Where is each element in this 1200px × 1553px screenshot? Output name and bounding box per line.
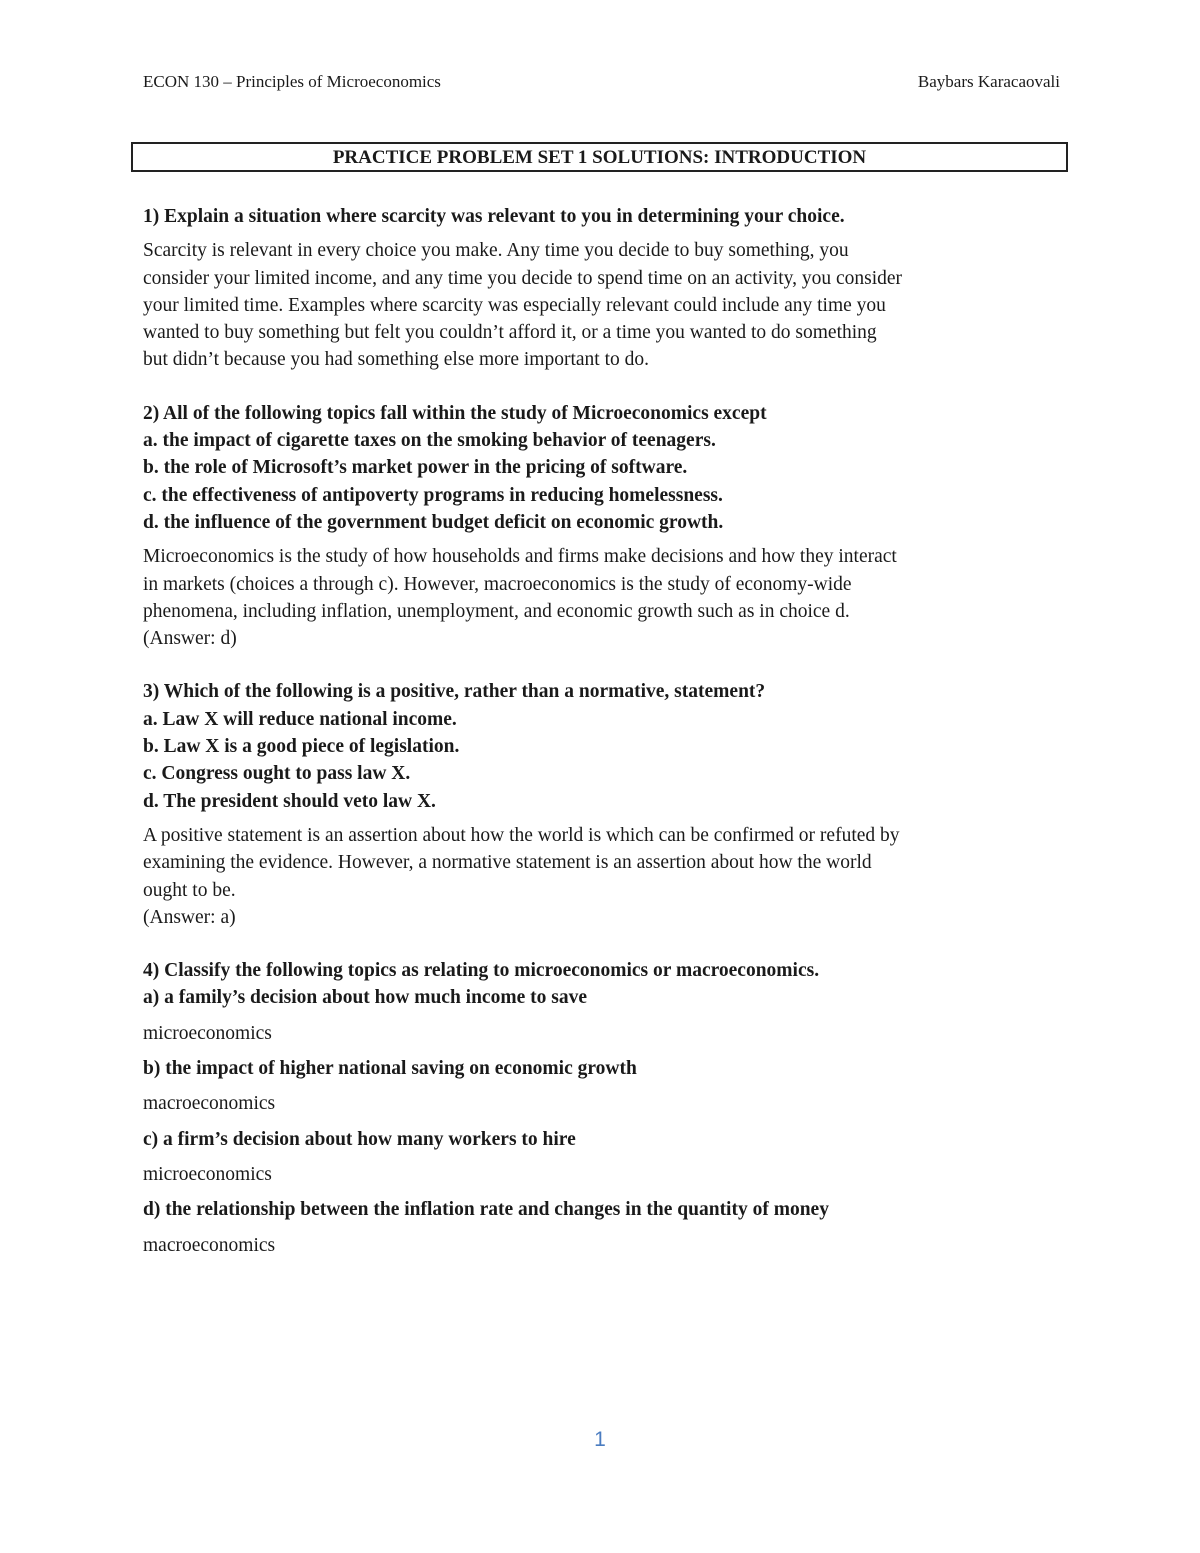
question-2: 2) All of the following topics fall within the study of Microeconomics except [143, 402, 767, 424]
answer-2-line: Microeconomics is the study of how households and firms make decisions and how they interact [143, 546, 897, 568]
document-title: PRACTICE PROBLEM SET 1 SOLUTIONS: INTRODUCTION [131, 142, 1068, 172]
question-4-topic-b: b) the impact of higher national saving on economic growth [143, 1058, 637, 1080]
question-4-answer-d: macroeconomics [143, 1234, 276, 1256]
answer-1-line: your limited time. Examples where scarcity was especially relevant could include any time you [143, 294, 886, 316]
answer-1-line: wanted to buy something but felt you couldn’t afford it, or a time you wanted to do something [143, 322, 877, 344]
question-1: 1) Explain a situation where scarcity was relevant to you in determining your choice. [143, 206, 845, 227]
answer-3-line: (Answer: a) [143, 906, 236, 928]
question-4-topic-d: d) the relationship between the inflation rate and changes in the quantity of money [143, 1199, 829, 1221]
document-body [143, 203, 1068, 1259]
question-4-topic-c: c) a firm’s decision about how many workers to hire [143, 1128, 576, 1150]
answer-1-line: Scarcity is relevant in every choice you make. Any time you decide to buy something, you [143, 240, 849, 262]
answer-2-line: in markets (choices a through c). However, macroeconomics is the study of economy-wide [143, 573, 852, 595]
question-3-option-a: a. Law X will reduce national income. [143, 708, 457, 730]
question-2-option-c: c. the effectiveness of antipoverty programs in reducing homelessness. [143, 484, 723, 506]
question-4-answer-a: microeconomics [143, 1022, 272, 1044]
question-2-option-b: b. the role of Microsoft’s market power in the pricing of software. [143, 457, 688, 479]
question-4-topic-a: a) a family’s decision about how much income to save [143, 987, 587, 1009]
answer-2-line: phenomena, including inflation, unemployment, and economic growth such as in choice d. [143, 600, 850, 622]
page-number: 1 [594, 1428, 606, 1451]
page-header [143, 72, 1060, 96]
answer-1-line: consider your limited income, and any time you decide to spend time on an activity, you consider [143, 267, 903, 289]
question-3: 3) Which of the following is a positive, rather than a normative, statement? [143, 681, 766, 703]
author-name: Baybars Karacaovali [917, 72, 1060, 91]
answer-3-line: A positive statement is an assertion about how the world is which can be confirmed or refuted by [143, 824, 900, 846]
answer-1-line: but didn’t because you had something else more important to do. [143, 349, 650, 371]
answer-3-line: ought to be. [143, 879, 236, 901]
question-3-option-b: b. Law X is a good piece of legislation. [143, 736, 460, 758]
question-3-option-d: d. The president should veto law X. [143, 790, 436, 812]
answer-2-line: (Answer: d) [143, 628, 237, 650]
question-4-answer-c: microeconomics [143, 1163, 272, 1185]
question-4: 4) Classify the following topics as relating to microeconomics or macroeconomics. [143, 960, 820, 982]
question-2-option-d: d. the influence of the government budget deficit on economic growth. [143, 511, 724, 533]
course-title: ECON 130 – Principles of Microeconomics [143, 72, 441, 91]
question-2-option-a: a. the impact of cigarette taxes on the smoking behavior of teenagers. [143, 430, 716, 452]
answer-3-line: examining the evidence. However, a normative statement is an assertion about how the world [143, 852, 872, 874]
question-3-option-c: c. Congress ought to pass law X. [143, 763, 411, 785]
question-4-answer-b: macroeconomics [143, 1093, 276, 1115]
